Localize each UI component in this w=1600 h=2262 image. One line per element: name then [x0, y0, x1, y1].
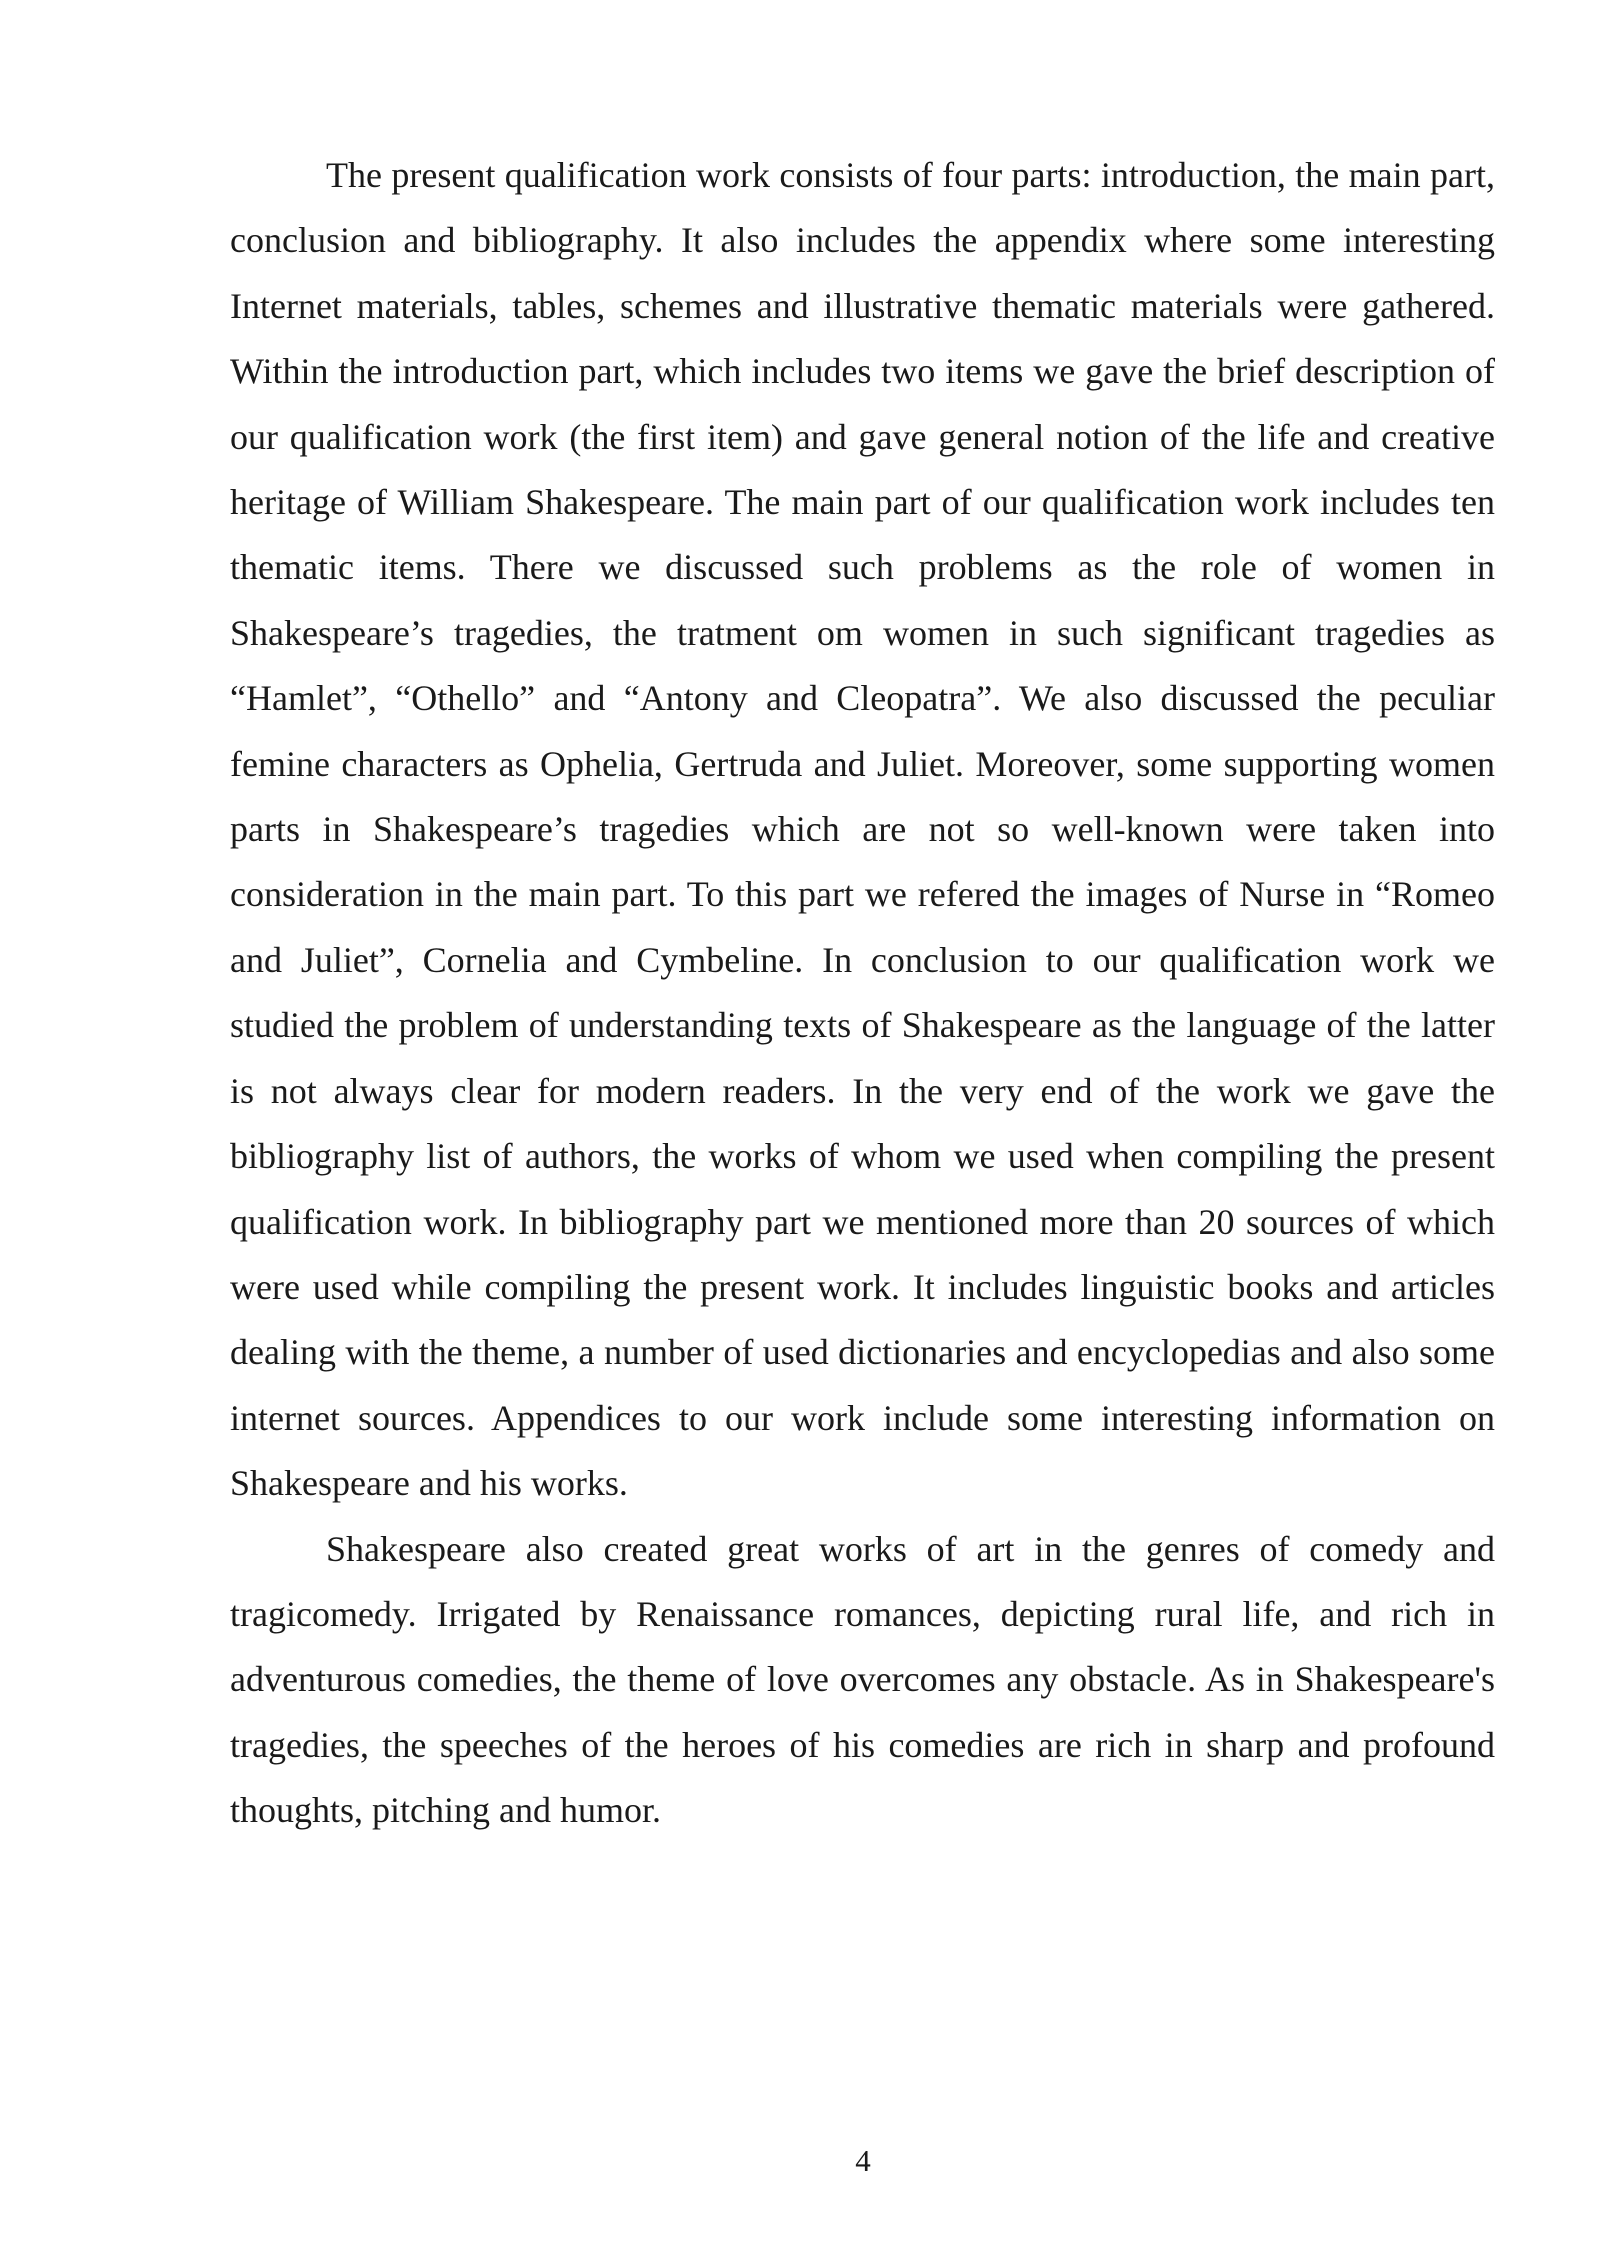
paragraph-2: Shakespeare also created great works of art in the genres of comedy and tragicomedy. Irrigated by Renaissance romances, depicting rural life, and rich in adventurous comedies, the theme of love overcomes any obstacle. As in Shakespeare's tragedies, the speeches of the heroes of his comedies are rich in sharp and profound thoughts, pitching and humor.	[230, 1528, 1495, 1831]
page-number: 4	[855, 2143, 871, 2178]
body-text	[230, 143, 1495, 1844]
paragraph-1: The present qualification work consists of four parts: introduction, the main part, conclusion and bibliography. It also includes the appendix where some interesting Internet materials, tables, schemes and illustrative thematic materials were gathered. Within the introduction part, which includes two items we gave the brief description of our qualification work (the first item) and gave general notion of the life and creative heritage of William Shakespeare. The main part of our qualification work includes ten thematic items. There we discussed such problems as the role of women in Shakespeare’s tragedies, the tratment om women in such significant tragedies as “Hamlet”, “Othello” and “Antony and Cleopatra”. We also discussed the peculiar femine characters as Ophelia, Gertruda and Juliet. Moreover, some supporting women parts in Shakespeare’s tragedies which are not so well-known were taken into consideration in the main part. To this part we refered the images of Nurse in “Romeo and Juliet”, Cornelia and Cymbeline. In conclusion to our qualification work we studied the problem of understanding texts of Shakespeare as the language of the latter is not always clear for modern readers. In the very end of the work we gave the bibliography list of authors, the works of whom we used when compiling the present qualification work. In bibliography part we mentioned more than 20 sources of which were used while compiling the present work. It includes linguistic books and articles dealing with the theme, a number of used dictionaries and encyclopedias and also some internet sources. Appendices to our work include some interesting information on Shakespeare and his works.	[230, 155, 1495, 1504]
